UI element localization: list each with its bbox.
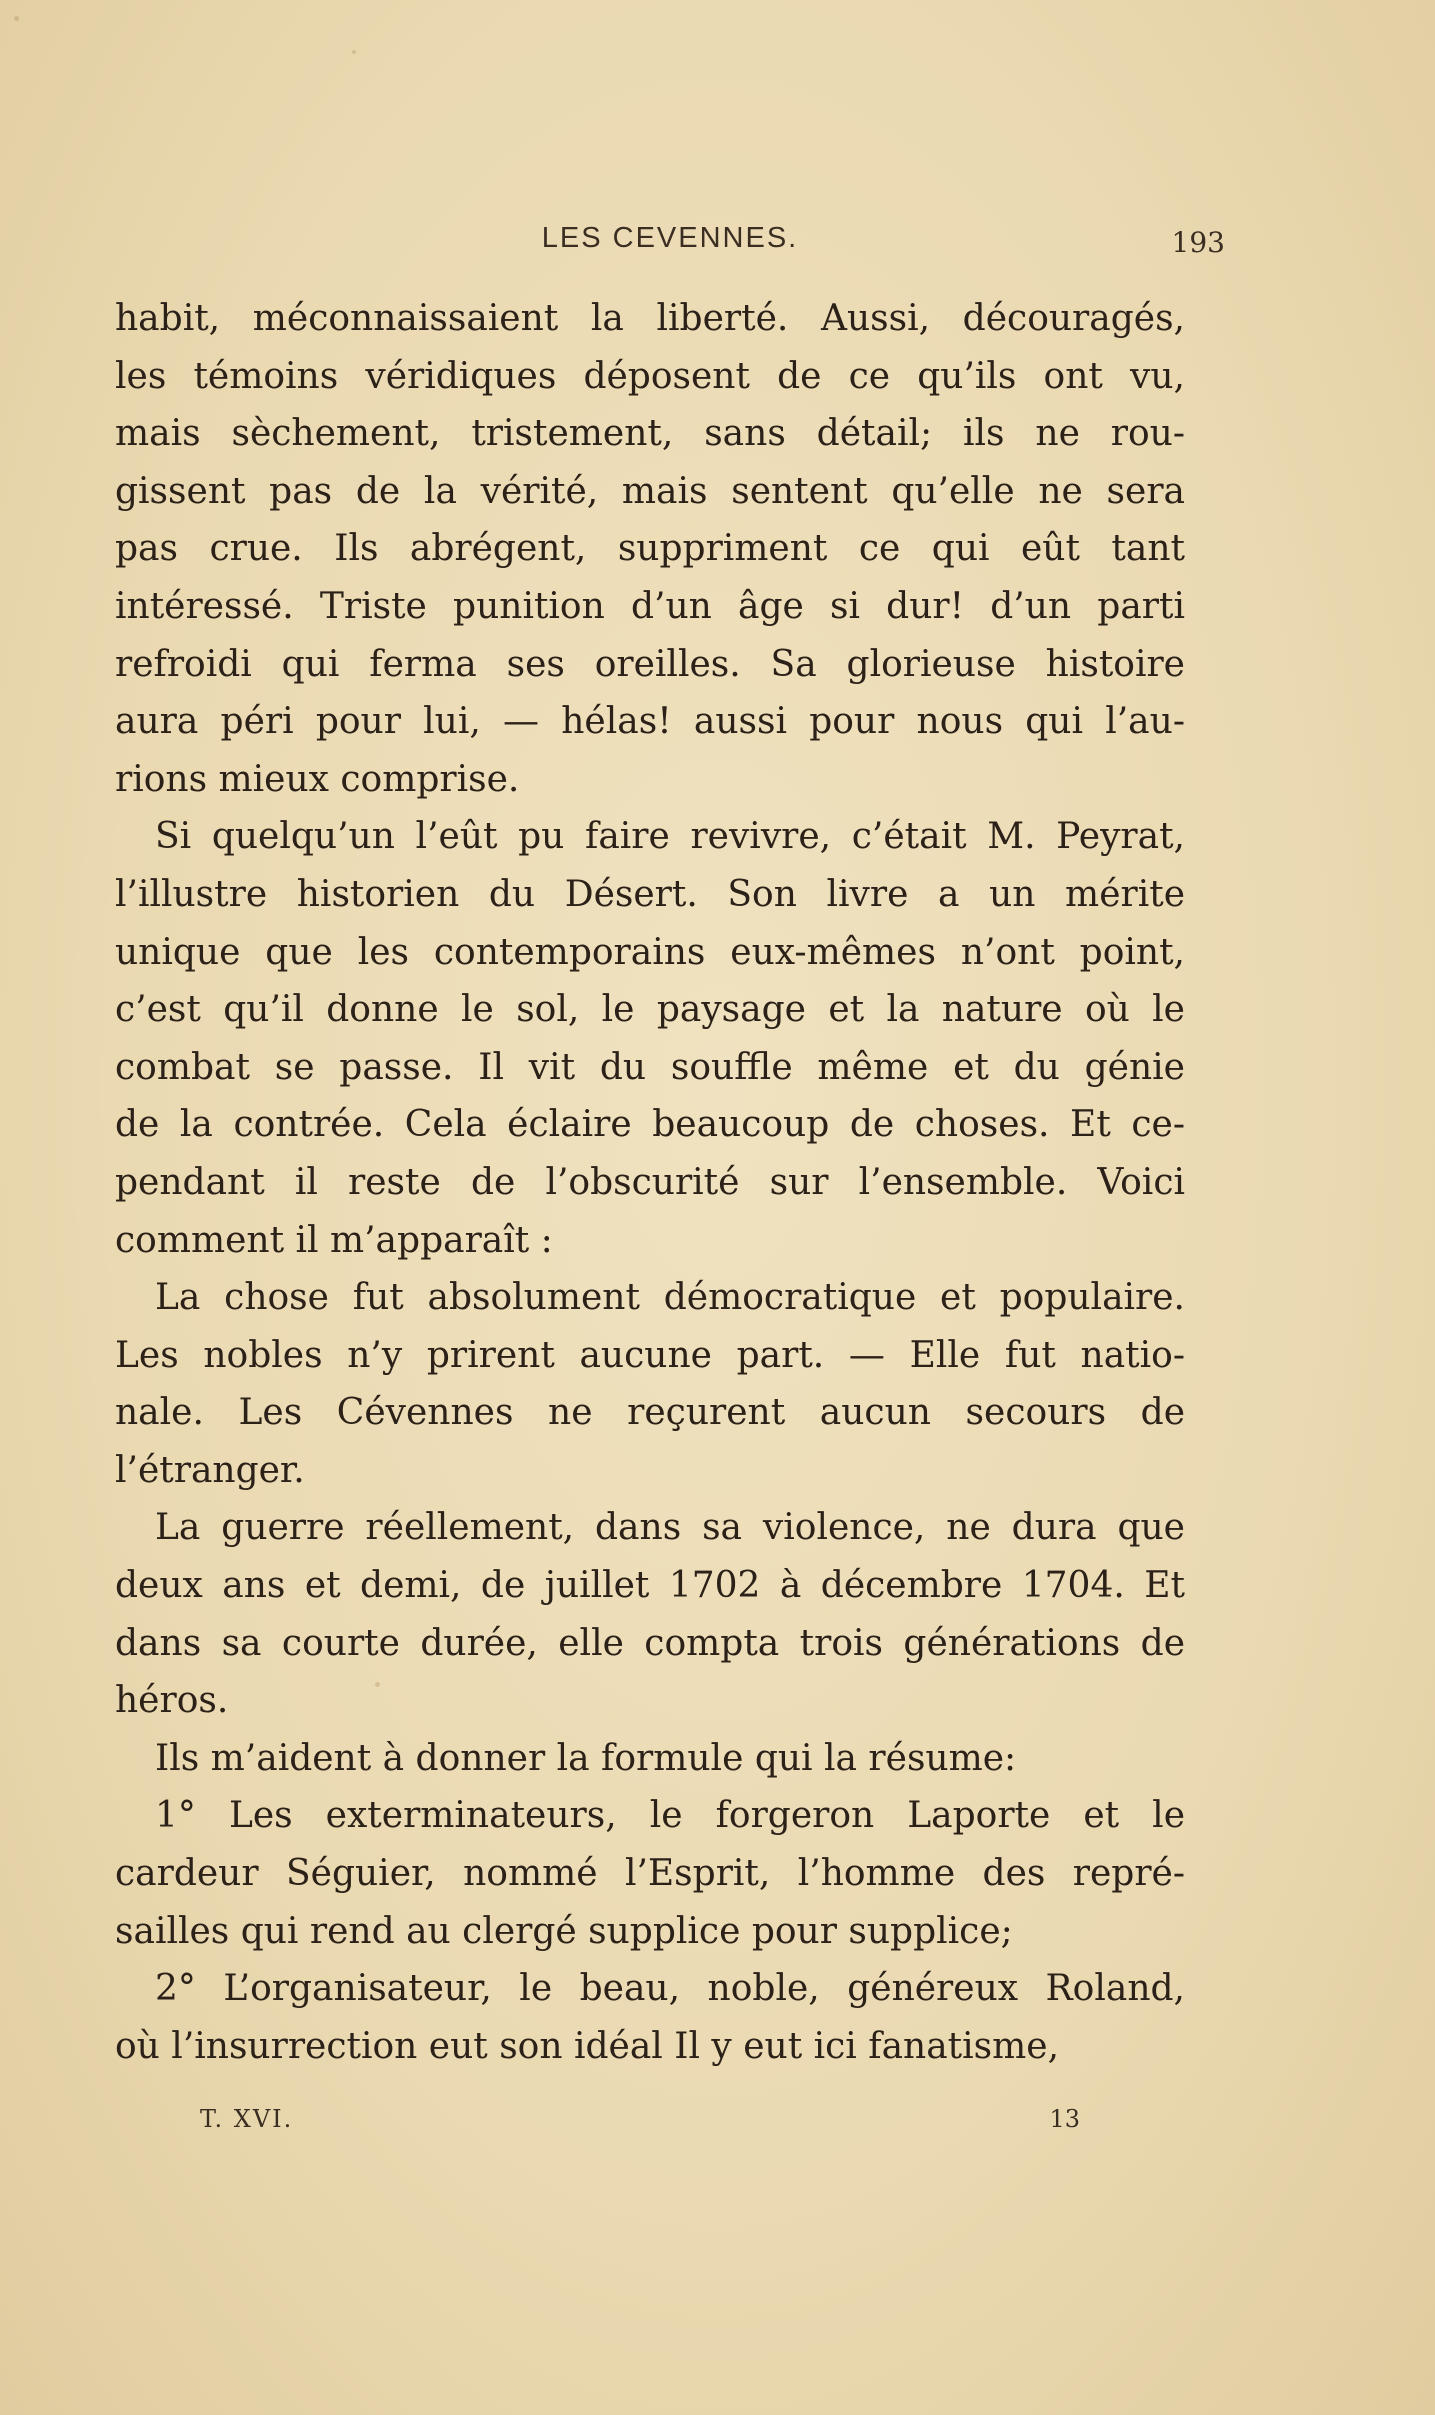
text-line: aura péri pour lui, — hélas! aussi pour nous qui l’au- [115,701,1185,743]
page-footer [200,2105,1080,2141]
text-line: pas crue. Ils abrégent, suppriment ce qui eût tant [115,528,1185,570]
text-line: 1° Les exterminateurs, le forgeron Laporte et le [155,1795,1185,1837]
text-line: Ils m’aident à donner la formule qui la résume: [155,1737,1017,1779]
paragraph [115,290,1185,808]
text-line: c’est qu’il donne le sol, le paysage et la nature où le [115,989,1185,1031]
paragraph [115,1499,1185,1729]
text-line: l’étranger. [115,1449,305,1491]
text-line: où l’insurrection eut son idéal Il y eut ici fanatisme, [115,2025,1060,2067]
text-line: comment il m’apparaît : [115,1219,553,1261]
paragraph [115,1787,1185,1960]
text-line: les témoins véridiques déposent de ce qu’ils ont vu, [115,355,1185,397]
paper-spot [14,16,19,21]
paragraph [115,808,1185,1269]
text-line: de la contrée. Cela éclaire beaucoup de choses. Et ce- [115,1104,1185,1146]
text-line: habit, méconnaissaient la liberté. Aussi, découragés, [115,298,1185,339]
text-line: La chose fut absolument démocratique et populaire. [155,1277,1185,1319]
body-text [115,290,1185,2075]
paragraph [115,1730,1185,1788]
running-title: LES CEVENNES. [541,222,799,254]
text-line: rions mieux comprise. [115,758,520,800]
text-line: unique que les contemporains eux-mêmes n’ont point, [115,931,1185,973]
text-line: deux ans et demi, de juillet 1702 à décembre 1704. Et [115,1565,1185,1607]
text-line: héros. [115,1680,229,1722]
text-line: l’illustre historien du Désert. Son livre a un mérite [115,873,1185,915]
text-line: cardeur Séguier, nommé l’Esprit, l’homme des repré- [115,1853,1185,1895]
paragraph [115,1960,1185,2075]
text-line: sailles qui rend au clergé supplice pour supplice; [115,1910,1013,1952]
text-line: gissent pas de la vérité, mais sentent qu’elle ne sera [115,470,1185,512]
text-line: nale. Les Cévennes ne reçurent aucun secours de [115,1392,1185,1434]
text-line: Si quelqu’un l’eût pu faire revivre, c’était M. Peyrat, [155,816,1185,858]
signature-mark: T. XVI. [200,2105,294,2133]
text-line: dans sa courte durée, elle compta trois générations de [115,1622,1185,1664]
text-line: refroidi qui ferma ses oreilles. Sa glorieuse histoire [115,643,1185,685]
text-line: intéressé. Triste punition d’un âge si dur! d’un parti [115,585,1185,627]
text-line: mais sèchement, tristement, sans détail; ils ne rou- [115,413,1185,455]
paper-spot [352,50,356,54]
text-line: pendant il reste de l’obscurité sur l’ensemble. Voici [115,1161,1185,1203]
page-number: 193 [1171,226,1225,259]
text-line: combat se passe. Il vit du souffle même et du génie [115,1046,1185,1088]
running-head [115,222,1225,262]
text-line: Les nobles n’y prirent aucune part. — Elle fut natio- [115,1334,1185,1376]
signature-number: 13 [1049,2105,1080,2133]
text-line: 2° L’organisateur, le beau, noble, généreux Roland, [155,1968,1185,2010]
text-line: La guerre réellement, dans sa violence, ne dura que [155,1507,1185,1549]
paragraph [115,1269,1185,1499]
